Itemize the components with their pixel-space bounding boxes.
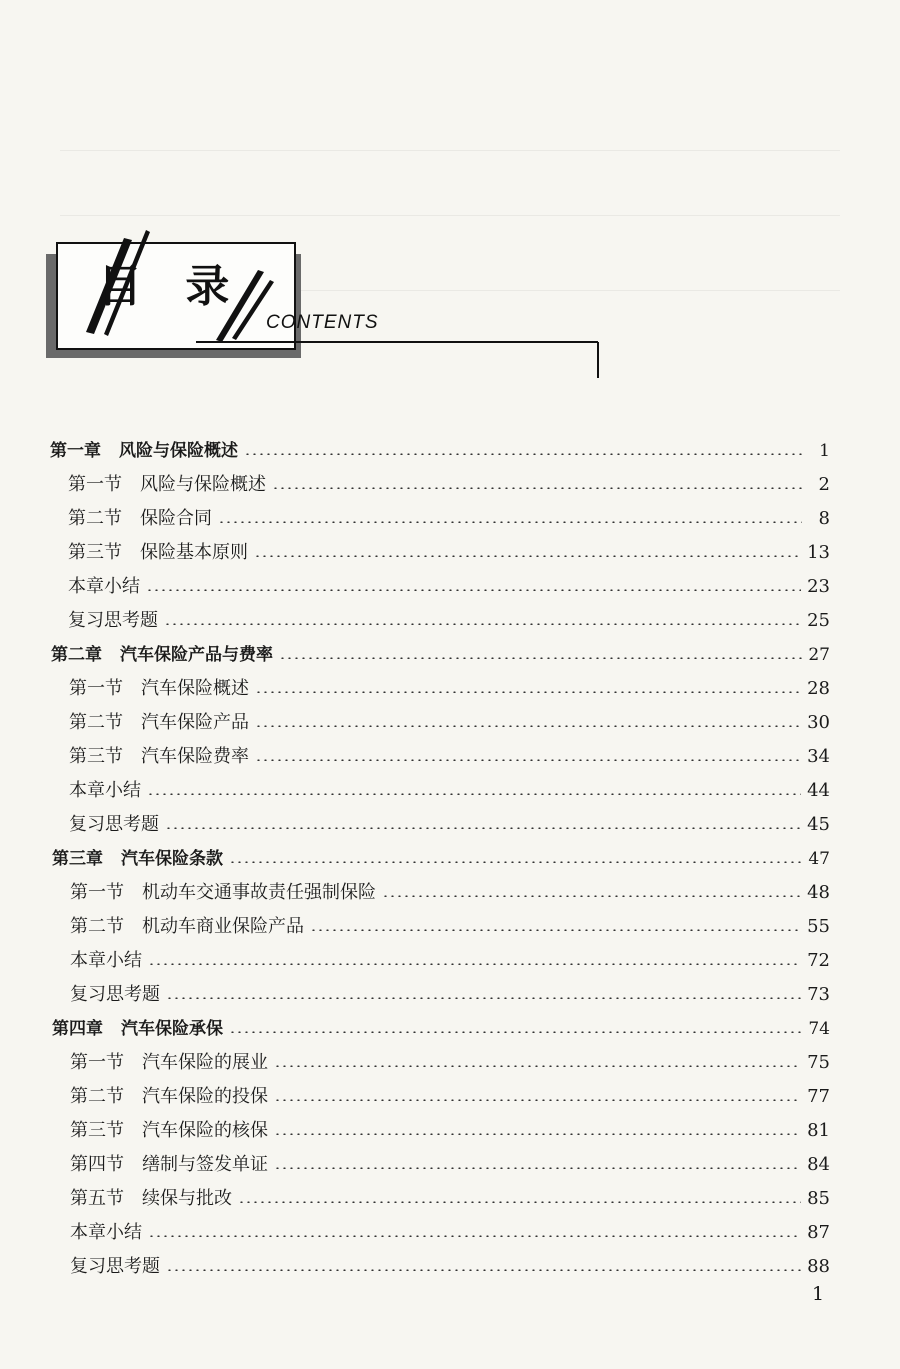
toc-entry-page: 34 [807, 746, 830, 767]
toc-leader-dots [310, 929, 801, 931]
toc-chapter-entry[interactable] [51, 642, 830, 668]
toc-entry-page: 2 [818, 474, 830, 495]
toc-leader-dots [166, 997, 801, 999]
toc-entry-number: 第三章 [52, 849, 103, 869]
toc-section-entry[interactable] [69, 710, 830, 736]
toc-leader-dots [255, 691, 801, 693]
toc-section-entry[interactable] [70, 914, 830, 940]
toc-entry-page: 85 [807, 1188, 830, 1209]
toc-entry-page: 45 [807, 814, 830, 835]
toc-entry-title: 保险基本原则 [140, 542, 248, 563]
toc-entry-page: 72 [807, 950, 830, 971]
toc-entry-number: 第四章 [52, 1019, 103, 1039]
toc-section-entry[interactable] [70, 948, 830, 974]
toc-leader-dots [147, 793, 801, 795]
toc-entry-page: 27 [808, 645, 830, 665]
toc-leader-dots [279, 657, 802, 659]
toc-entry-title: 本章小结 [68, 576, 140, 597]
toc-leader-dots [382, 895, 801, 897]
toc-section-entry[interactable] [68, 506, 830, 532]
toc-entry-number: 第三节 [70, 1120, 124, 1141]
toc-section-entry[interactable] [70, 982, 830, 1008]
toc-section-entry[interactable] [70, 1050, 830, 1076]
toc-entry-title: 汽车保险承保 [121, 1019, 223, 1039]
toc-leader-dots [146, 589, 801, 591]
toc-entry-page: 84 [807, 1154, 830, 1175]
toc-leader-dots [254, 555, 801, 557]
toc-entry-page: 88 [807, 1256, 830, 1277]
toc-entry-page: 77 [807, 1086, 830, 1107]
toc-section-entry[interactable] [68, 608, 830, 634]
toc-entry-number: 第三节 [69, 746, 123, 767]
toc-leader-dots [164, 623, 801, 625]
toc-leader-dots [255, 759, 801, 761]
toc-entry-title: 本章小结 [69, 780, 141, 801]
toc-entry-number: 第一节 [69, 678, 123, 699]
toc-entry-title: 复习思考题 [70, 1256, 160, 1277]
toc-entry-page: 87 [807, 1222, 830, 1243]
toc-section-entry[interactable] [70, 1084, 830, 1110]
toc-entry-page: 44 [807, 780, 830, 801]
toc-entry-number: 第二节 [69, 712, 123, 733]
toc-leader-dots [274, 1065, 801, 1067]
toc-entry-title: 保险合同 [140, 508, 212, 529]
toc-section-entry[interactable] [70, 1152, 830, 1178]
toc-leader-dots [244, 453, 802, 455]
toc-entry-page: 25 [807, 610, 830, 631]
toc-entry-title: 汽车保险费率 [141, 746, 249, 767]
toc-leader-dots [255, 725, 801, 727]
toc-leader-dots [229, 861, 802, 863]
page-number: 1 [812, 1283, 825, 1305]
toc-entry-number: 第五节 [70, 1188, 124, 1209]
toc-entry-number: 第二章 [51, 645, 102, 665]
toc-entry-number: 第一节 [70, 1052, 124, 1073]
toc-entry-number: 第一节 [68, 474, 122, 495]
toc-entry-title: 汽车保险产品 [141, 712, 249, 733]
toc-entry-page: 55 [807, 916, 830, 937]
toc-entry-page: 28 [807, 678, 830, 699]
toc-entry-page: 8 [818, 508, 830, 529]
toc-entry-page: 23 [807, 576, 830, 597]
toc-entry-title: 机动车商业保险产品 [142, 916, 304, 937]
toc-entry-page: 81 [807, 1120, 830, 1141]
toc-entry-title: 本章小结 [70, 1222, 142, 1243]
toc-entry-number: 第二节 [68, 508, 122, 529]
toc-entry-title: 复习思考题 [70, 984, 160, 1005]
toc-entry-page: 47 [808, 849, 830, 869]
toc-entry-number: 第一章 [50, 441, 101, 461]
toc-section-entry[interactable] [69, 778, 830, 804]
toc-leader-dots [272, 487, 802, 489]
page-subtitle: CONTENTS [266, 312, 379, 333]
toc-section-entry[interactable] [70, 1186, 830, 1212]
toc-entry-title: 复习思考题 [69, 814, 159, 835]
toc-leader-dots [148, 1235, 801, 1237]
toc-entry-title: 汽车保险产品与费率 [120, 645, 273, 665]
toc-entry-title: 汽车保险的核保 [142, 1120, 268, 1141]
toc-chapter-entry[interactable] [52, 846, 830, 872]
toc-entry-number: 第三节 [68, 542, 122, 563]
toc-section-entry[interactable] [68, 472, 830, 498]
toc-section-entry[interactable] [70, 880, 830, 906]
toc-entry-page: 74 [808, 1019, 830, 1039]
toc-entry-number: 第二节 [70, 916, 124, 937]
toc-entry-title: 汽车保险条款 [121, 849, 223, 869]
toc-section-entry[interactable] [69, 676, 830, 702]
toc-leader-dots [148, 963, 801, 965]
toc-entry-page: 48 [807, 882, 830, 903]
toc-entry-title: 机动车交通事故责任强制保险 [142, 882, 376, 903]
toc-entry-number: 第四节 [70, 1154, 124, 1175]
toc-leader-dots [274, 1133, 801, 1135]
toc-leader-dots [165, 827, 801, 829]
toc-leader-dots [238, 1201, 801, 1203]
toc-section-entry[interactable] [70, 1254, 830, 1280]
toc-entry-title: 汽车保险概述 [141, 678, 249, 699]
toc-header [46, 230, 606, 390]
toc-section-entry[interactable] [68, 574, 830, 600]
toc-entry-number: 第二节 [70, 1086, 124, 1107]
toc-entry-page: 1 [819, 441, 830, 461]
toc-entry-title: 续保与批改 [142, 1188, 232, 1209]
toc-entry-title: 复习思考题 [68, 610, 158, 631]
toc-section-entry[interactable] [69, 812, 830, 838]
toc-chapter-entry[interactable] [50, 438, 830, 464]
toc-entry-title: 汽车保险的展业 [142, 1052, 268, 1073]
toc-leader-dots [274, 1167, 801, 1169]
toc-section-entry[interactable] [68, 540, 830, 566]
toc-entry-number: 第一节 [70, 882, 124, 903]
toc-leader-dots [274, 1099, 801, 1101]
toc-entry-page: 30 [807, 712, 830, 733]
toc-leader-dots [166, 1269, 801, 1271]
toc-entry-page: 75 [807, 1052, 830, 1073]
toc-entry-title: 本章小结 [70, 950, 142, 971]
toc-section-entry[interactable] [70, 1118, 830, 1144]
toc-entry-title: 风险与保险概述 [140, 474, 266, 495]
toc-entry-title: 汽车保险的投保 [142, 1086, 268, 1107]
toc-chapter-entry[interactable] [52, 1016, 830, 1042]
toc-leader-dots [229, 1031, 802, 1033]
page-title: 目 录 [98, 261, 244, 312]
toc-entry-page: 73 [807, 984, 830, 1005]
toc-section-entry[interactable] [70, 1220, 830, 1246]
toc-entry-page: 13 [807, 542, 830, 563]
toc-leader-dots [218, 521, 802, 523]
toc-section-entry[interactable] [69, 744, 830, 770]
toc-entry-title: 风险与保险概述 [119, 441, 238, 461]
toc-entry-title: 缮制与签发单证 [142, 1154, 268, 1175]
